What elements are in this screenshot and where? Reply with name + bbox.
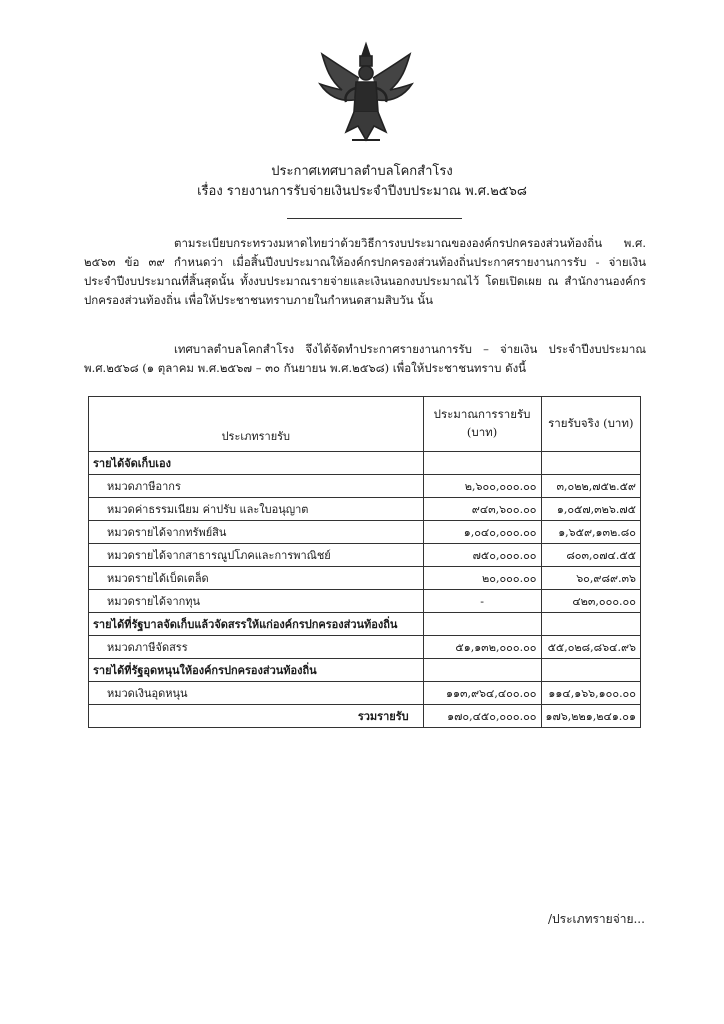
section-title: รายได้ที่รัฐอุดหนุนให้องค์กรปกครองส่วนท้องถิ่น bbox=[89, 659, 424, 682]
section-title: รายได้ที่รัฐบาลจัดเก็บแล้วจัดสรรให้แก่องค์กรปกครองส่วนท้องถิ่น bbox=[89, 613, 424, 636]
row-name: หมวดเงินอุดหนุน bbox=[89, 682, 424, 705]
row-estimate: ๗๕๐,๐๐๐.๐๐ bbox=[423, 544, 541, 567]
section-title: รายได้จัดเก็บเอง bbox=[89, 452, 424, 475]
table-row bbox=[89, 636, 641, 659]
total-row bbox=[89, 705, 641, 728]
row-name: หมวดภาษีจัดสรร bbox=[89, 636, 424, 659]
header-estimate: ประมาณการรายรับ (บาท) bbox=[423, 397, 541, 452]
continued-note: /ประเภทรายจ่าย... bbox=[548, 912, 645, 926]
row-estimate: ๒,๖๐๐,๐๐๐.๐๐ bbox=[423, 475, 541, 498]
header-revenue-type: ประเภทรายรับ bbox=[89, 397, 424, 452]
row-estimate: - bbox=[423, 590, 541, 613]
row-actual: ๘๐๓,๐๗๔.๕๕ bbox=[541, 544, 640, 567]
row-estimate: ๒๐,๐๐๐.๐๐ bbox=[423, 567, 541, 590]
row-estimate: ๕๑,๑๓๒,๐๐๐.๐๐ bbox=[423, 636, 541, 659]
row-actual: ๓,๐๒๒,๗๕๒.๕๙ bbox=[541, 475, 640, 498]
row-name: หมวดภาษีอากร bbox=[89, 475, 424, 498]
table-row bbox=[89, 521, 641, 544]
row-name: หมวดค่าธรรมเนียม ค่าปรับ และใบอนุญาต bbox=[89, 498, 424, 521]
row-actual: ๑,๐๕๗,๓๒๖.๗๕ bbox=[541, 498, 640, 521]
row-actual: ๕๕,๐๒๘,๘๖๔.๙๖ bbox=[541, 636, 640, 659]
row-actual: ๑๑๔,๑๖๖,๑๐๐.๐๐ bbox=[541, 682, 640, 705]
table-header-row bbox=[89, 397, 641, 452]
row-name: หมวดรายได้เบ็ดเตล็ด bbox=[89, 567, 424, 590]
table-row bbox=[89, 590, 641, 613]
row-name: หมวดรายได้จากสาธารณูปโภคและการพาณิชย์ bbox=[89, 544, 424, 567]
paragraph-regulation: ตามระเบียบกระทรวงมหาดไทยว่าด้วยวิธีการงบประมาณขององค์กรปกครองส่วนท้องถิ่น พ.ศ. ๒๕๖๓ ข้อ ๓๙ กำหนดว่า เมื่อสิ้นปีงบประมาณให้องค์กรปกครองส่วนท้องถิ่นประกาศรายงานการรับ - จ่ายเงิน ประจำปีงบประมาณที่สิ้นสุดนั้น ทั้งงบประมาณรายจ่ายและเงินนอกงบประมาณไว้ โดยเปิดเผย ณ สำนักงานองค์กรปกครองส่วนท้องถิ่น เพื่อให้ประชาชนทราบภายในกำหนดสามสิบวัน นั้น bbox=[84, 236, 646, 307]
title-divider bbox=[287, 218, 462, 219]
row-actual: ๑,๖๕๙,๑๓๒.๘๐ bbox=[541, 521, 640, 544]
table-row bbox=[89, 567, 641, 590]
section-row bbox=[89, 452, 641, 475]
row-actual: ๔๒๓,๐๐๐.๐๐ bbox=[541, 590, 640, 613]
table-row bbox=[89, 498, 641, 521]
row-estimate: ๑,๐๔๐,๐๐๐.๐๐ bbox=[423, 521, 541, 544]
table-row bbox=[89, 682, 641, 705]
section-row bbox=[89, 613, 641, 636]
total-actual: ๑๗๖,๒๒๑,๒๔๑.๐๑ bbox=[541, 705, 640, 728]
paragraph-announcement: เทศบาลตำบลโคกสำโรง จึงได้จัดทำประกาศรายงานการรับ – จ่ายเงิน ประจำปีงบประมาณ พ.ศ.๒๕๖๘ (๑ ตุลาคม พ.ศ.๒๕๖๗ – ๓๐ กันยายน พ.ศ.๒๕๖๘) เพื่อให้ประชาชนทราบ ดังนี้ bbox=[84, 342, 646, 375]
announcement-title: ประกาศเทศบาลตำบลโคกสำโรง bbox=[271, 164, 453, 179]
total-label: รวมรายรับ bbox=[89, 705, 424, 728]
announcement-subject: เรื่อง รายงานการรับจ่ายเงินประจำปีงบประมาณ พ.ศ.๒๕๖๘ bbox=[197, 184, 527, 199]
row-actual: ๖๐,๙๘๙.๓๖ bbox=[541, 567, 640, 590]
table-row bbox=[89, 544, 641, 567]
section-row bbox=[89, 659, 641, 682]
table-row bbox=[89, 475, 641, 498]
total-estimate: ๑๗๐,๔๕๐,๐๐๐.๐๐ bbox=[423, 705, 541, 728]
row-estimate: ๑๑๓,๙๖๔,๔๐๐.๐๐ bbox=[423, 682, 541, 705]
row-name: หมวดรายได้จากทุน bbox=[89, 590, 424, 613]
garuda-emblem-icon bbox=[316, 40, 416, 148]
header-actual: รายรับจริง (บาท) bbox=[541, 397, 640, 452]
row-estimate: ๙๔๓,๖๐๐.๐๐ bbox=[423, 498, 541, 521]
row-name: หมวดรายได้จากทรัพย์สิน bbox=[89, 521, 424, 544]
revenue-table bbox=[88, 396, 641, 728]
